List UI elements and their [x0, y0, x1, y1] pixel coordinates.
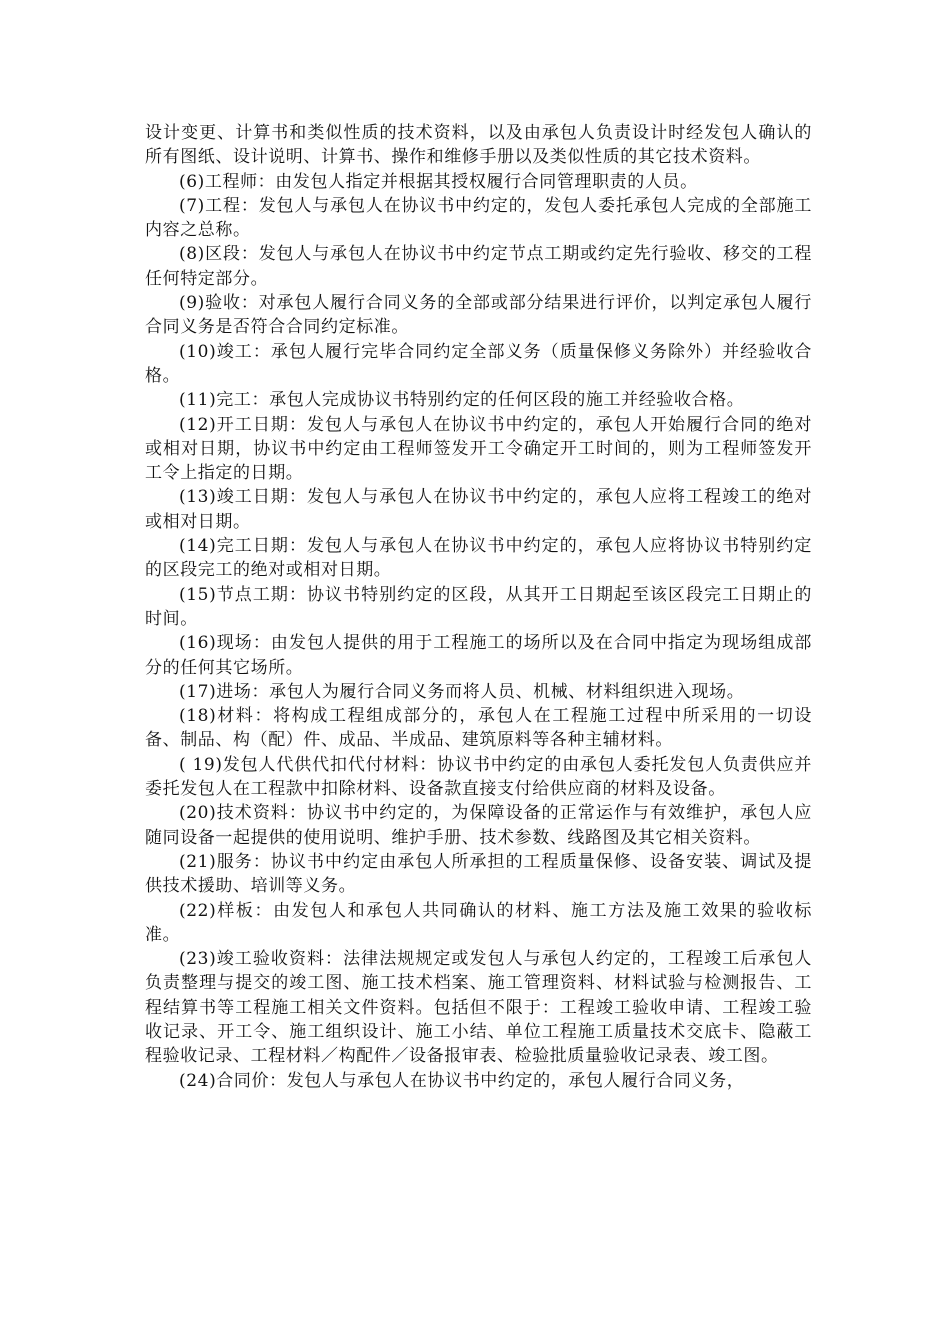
clause-18-materials: (18)材料：将构成工程组成部分的，承包人在工程施工过程中所采用的一切设备、制品、构（配）件、成品、半成品、建筑原料等各种主辅材料。: [145, 706, 812, 751]
clause-8-section: (8)区段：发包人与承包人在协议书中约定节点工期或约定先行验收、移交的工程任何特定部分。: [145, 244, 812, 289]
clause-11-section-completion: (11)完工：承包人完成协议书特别约定的任何区段的施工并经验收合格。: [179, 390, 745, 411]
paragraph-continuation: 设计变更、计算书和类似性质的技术资料，以及由承包人负责设计时经发包人确认的所有图纸、设计说明、计算书、操作和维修手册以及类似性质的其它技术资料。: [145, 123, 812, 168]
clause-13-completion-date: (13)竣工日期：发包人与承包人在协议书中约定的，承包人应将工程竣工的绝对或相对日期。: [145, 487, 812, 532]
clause-6-engineer: (6)工程师：由发包人指定并根据其授权履行合同管理职责的人员。: [179, 171, 698, 192]
clause-24-contract-price: (24)合同价：发包人与承包人在协议书中约定的，承包人履行合同义务，: [179, 1070, 745, 1091]
clause-20-technical-documents: (20)技术资料：协议书中约定的，为保障设备的正常运作与有效维护，承包人应随同设备一起提供的使用说明、维护手册、技术参数、线路图及其它相关资料。: [145, 803, 812, 848]
clause-21-services: (21)服务：协议书中约定由承包人所承担的工程质量保修、设备安装、调试及提供技术援助、培训等义务。: [145, 851, 812, 897]
clause-12-start-date: (12)开工日期：发包人与承包人在协议书中约定的，承包人开始履行合同的绝对或相对日期，协议书中约定由工程师签发开工令确定开工时间的，则为工程师签发开工令上指定的日期。: [145, 414, 812, 484]
clause-17-mobilization: (17)进场：承包人为履行合同义务而将人员、机械、材料组织进入现场。: [179, 681, 745, 702]
document-body: [145, 121, 812, 1093]
clause-14-section-completion-date: (14)完工日期：发包人与承包人在协议书中约定的，承包人应将协议书特别约定的区段完工的绝对或相对日期。: [145, 536, 812, 581]
clause-15-milestone-period: (15)节点工期：协议书特别约定的区段，从其开工日期起至该区段完工日期止的时间。: [145, 584, 812, 629]
clause-23-completion-documents: (23)竣工验收资料：法律法规规定或发包人与承包人约定的，工程竣工后承包人负责整理与提交的竣工图、施工技术档案、施工管理资料、材料试验与检测报告、工程结算书等工程施工相关文件资料。包括但不限于：工程竣工验收申请、工程竣工验收记录、开工令、施工组织设计、施工小结、单位工程施工质量技术交底卡、隐蔽工程验收记录、工程材料／构配件／设备报审表、检验批质量验收记录表、竣工图。: [145, 949, 812, 1067]
clause-19-employer-supplied-materials: ( 19)发包人代供代扣代付材料：协议书中约定的由承包人委托发包人负责供应并委托发包人在工程款中扣除材料、设备款直接支付给供应商的材料及设备。: [145, 754, 812, 800]
clause-9-acceptance: (9)验收：对承包人履行合同义务的全部或部分结果进行评价，以判定承包人履行合同义务是否符合合同约定标准。: [145, 293, 812, 338]
clause-16-site: (16)现场：由发包人提供的用于工程施工的场所以及在合同中指定为现场组成部分的任何其它场所。: [145, 633, 812, 678]
clause-22-sample: (22)样板：由发包人和承包人共同确认的材料、施工方法及施工效果的验收标准。: [145, 900, 812, 945]
clause-7-project: (7)工程：发包人与承包人在协议书中约定的，发包人委托承包人完成的全部施工内容之总称。: [145, 195, 812, 241]
clause-10-completion: (10)竣工：承包人履行完毕合同约定全部义务（质量保修义务除外）并经验收合格。: [145, 341, 812, 386]
